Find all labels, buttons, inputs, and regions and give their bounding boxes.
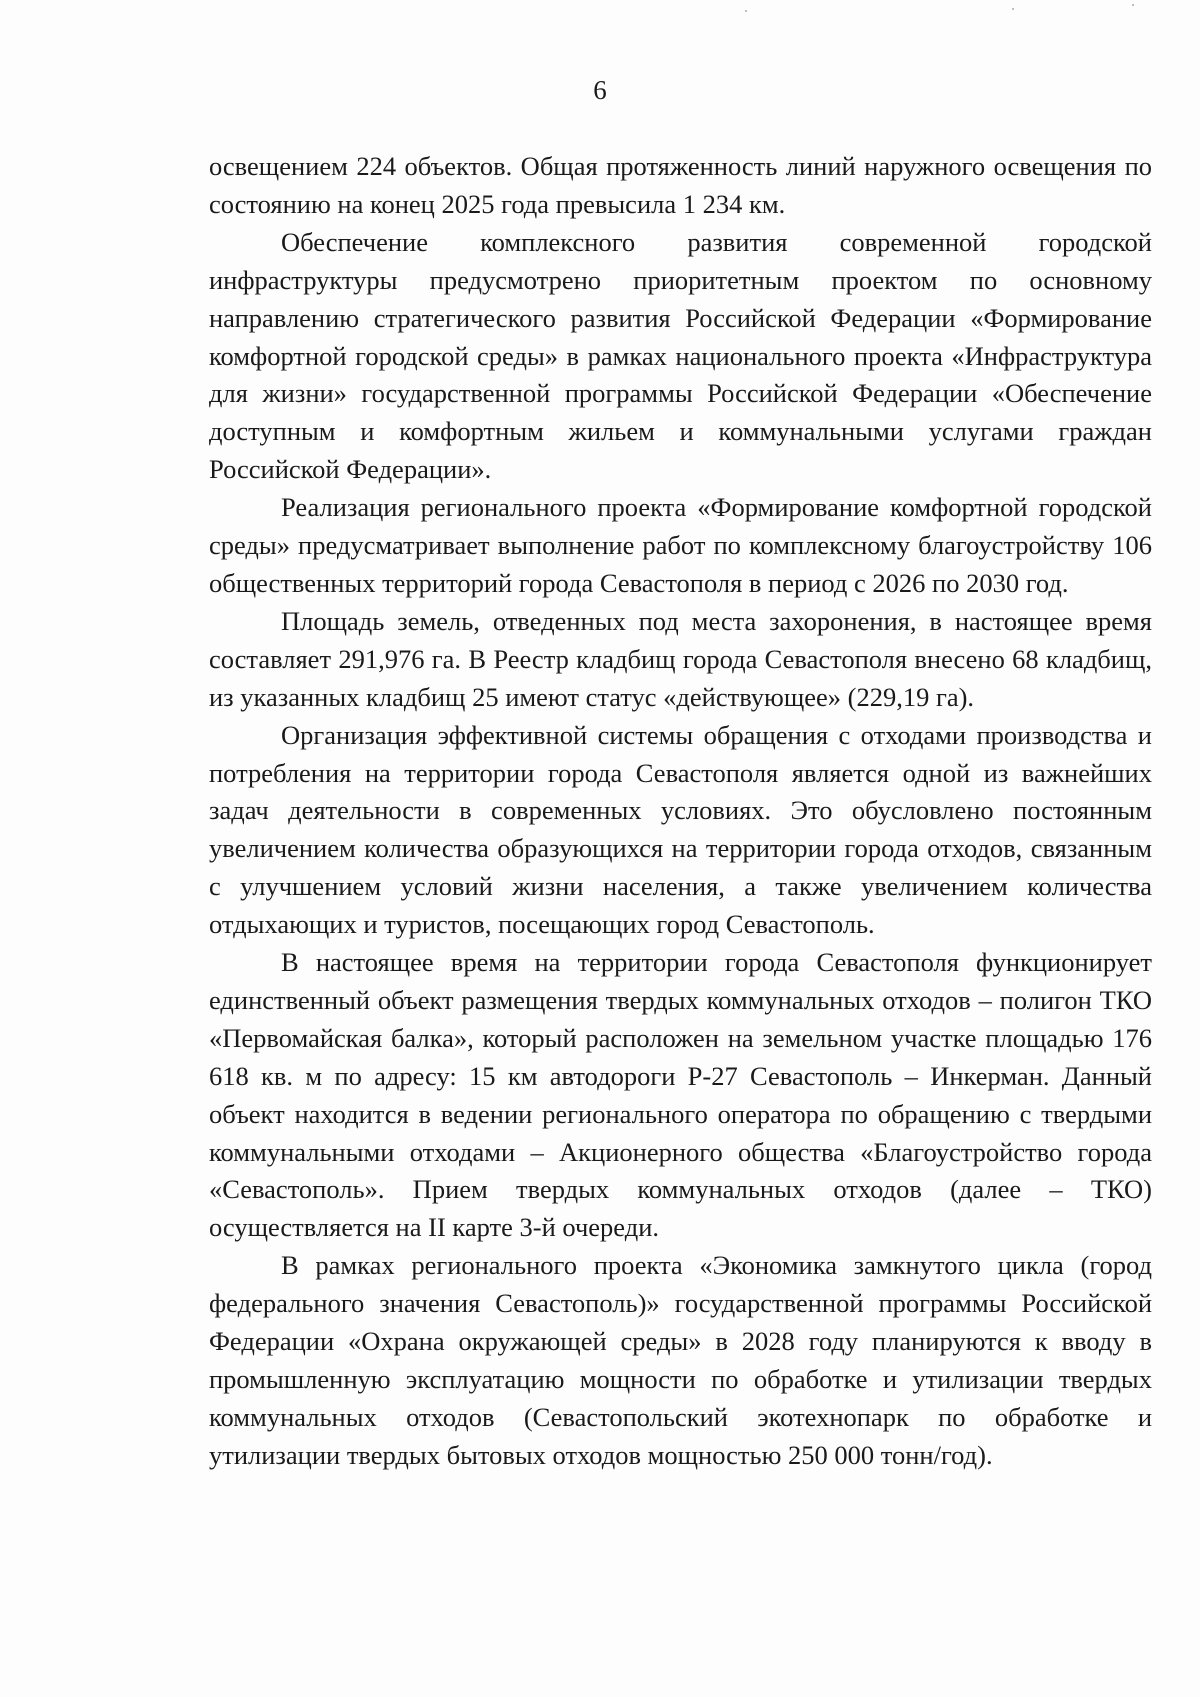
paragraph-continuation: освещением 224 объектов. Общая протяженность линий наружного освещения по состоянию на конец 2025 года превысила 1 234 км. — [209, 151, 1152, 219]
page-number: 6 — [593, 75, 607, 105]
paragraph-regional-project: Реализация регионального проекта «Формирование комфортной городской среды» предусматривает выполнение работ по комплексному благоустройству 106 общественных территорий города Севастополя в период с 2026 по 2030 год. — [209, 492, 1152, 598]
paragraph-urban-infrastructure: Обеспечение комплексного развития современной городской инфраструктуры предусмотрено приоритетным проектом по основному направлению стратегического развития Российской Федерации «Формирование комфортной городской среды» в рамках национального проекта «Инфраструктура для жизни» государственной программы Российской Федерации «Обеспечение доступным и комфортным жильем и коммунальными услугами граждан Российской Федерации». — [209, 226, 1152, 485]
paragraph-waste-system: Организация эффективной системы обращения с отходами производства и потребления на территории города Севастополя является одной из важнейших задач деятельности в современных условиях. Это обусловлено постоянным увеличением количества образующихся на территории города отходов, связанным с улучшением условий жизни населения, а также увеличением количества отдыхающих и туристов, посещающих город Севастополь. — [209, 719, 1152, 940]
paragraph-circular-economy: В рамках регионального проекта «Экономика замкнутого цикла (город федерального значения Севастополь)» государственной программы Российской Федерации «Охрана окружающей среды» в 2028 году планируются к вводу в промышленную эксплуатацию мощности по обработке и утилизации твердых коммунальных отходов (Севастопольский экотехнопарк по обработке и утилизации твердых бытовых отходов мощностью 250 000 тонн/год). — [209, 1250, 1152, 1470]
scan-artifact — [1132, 4, 1134, 6]
paragraph-cemeteries: Площадь земель, отведенных под места захоронения, в настоящее время составляет 291,976 га. В Реестр кладбищ города Севастополя внесено 68 кладбищ, из указанных кладбищ 25 имеют статус «действующее» (229,19 га). — [209, 605, 1152, 712]
scan-artifact — [1012, 8, 1014, 10]
document-body — [209, 148, 1152, 1475]
scan-artifact — [745, 10, 747, 12]
paragraph-landfill: В настоящее время на территории города Севастополя функционирует единственный объект размещения твердых коммунальных отходов – полигон ТКО «Первомайская балка», который расположен на земельном участке площадью 176 618 кв. м по адресу: 15 км автодороги Р-27 Севастополь – Инкерман. Данный объект находится в ведении регионального оператора по обращению с твердыми коммунальными отходами – Акционерного общества «Благоустройство города «Севастополь». Прием твердых коммунальных отходов (далее – ТКО) осуществляется на II карте 3-й очереди. — [209, 947, 1152, 1243]
